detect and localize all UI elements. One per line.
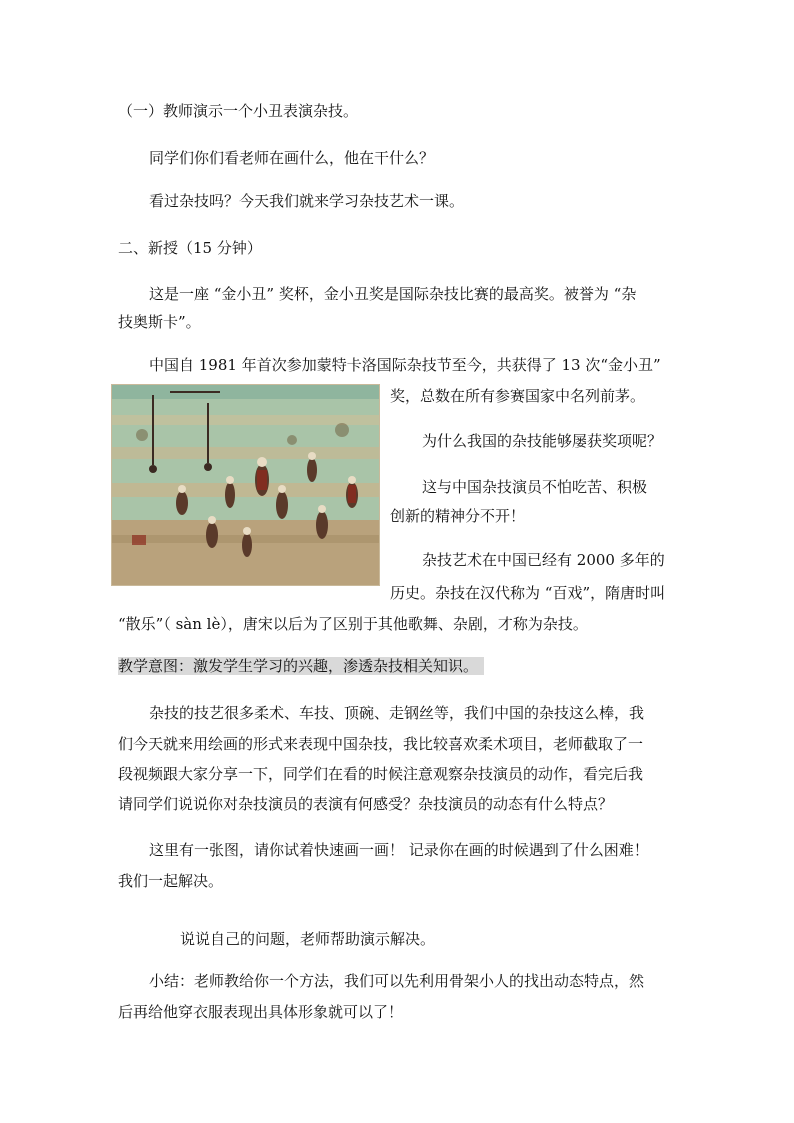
paragraph-why: 为什么我国的杂技能够屡获奖项呢？ bbox=[422, 432, 663, 450]
paragraph-problem: 说说自己的问题，老师帮助演示解决。 bbox=[180, 930, 436, 948]
paragraph-summary-line-1: 小结：老师教给你一个方法，我们可以先利用骨架小人的找出动态特点，然 bbox=[149, 972, 645, 990]
teaching-intent-note bbox=[118, 656, 484, 676]
section-heading-two: 二、新授（15 分钟） bbox=[118, 239, 262, 257]
paragraph-summary-line-2: 后再给他穿衣服表现出具体形象就可以了！ bbox=[118, 1003, 404, 1021]
paragraph-draw-line-2: 我们一起解决。 bbox=[118, 872, 224, 890]
paragraph-trophy-line-1: 这是一座 “金小丑” 奖杯，金小丑奖是国际杂技比赛的最高奖。被誉为 “杂 bbox=[149, 285, 637, 303]
teaching-intent-text: 教学意图：激发学生学习的兴趣，渗透杂技相关知识。 bbox=[118, 657, 484, 675]
acrobatics-mural-image bbox=[111, 384, 380, 586]
paragraph-history-line-3: “散乐”（ sàn lè），唐宋以后为了区别于其他歌舞、杂剧，才称为杂技。 bbox=[118, 615, 588, 633]
paragraph-trophy-line-2: 技奥斯卡”。 bbox=[118, 313, 201, 331]
paragraph-reason-line-2: 创新的精神分不开！ bbox=[390, 507, 526, 525]
paragraph-china-line-1: 中国自 1981 年首次参加蒙特卡洛国际杂技节至今，共获得了 13 次“金小丑” bbox=[149, 356, 661, 374]
paragraph-intro: 看过杂技吗？今天我们就来学习杂技艺术一课。 bbox=[149, 192, 465, 210]
section-heading-one: （一）教师演示一个小丑表演杂技。 bbox=[118, 102, 359, 120]
paragraph-skills-line-4: 请同学们说说你对杂技演员的表演有何感受？杂技演员的动态有什么特点？ bbox=[118, 795, 614, 813]
paragraph-reason-line-1: 这与中国杂技演员不怕吃苦、积极 bbox=[422, 478, 648, 496]
paragraph-skills-line-2: 们今天就来用绘画的形式来表现中国杂技，我比较喜欢柔术项目，老师截取了一 bbox=[118, 735, 644, 753]
paragraph-history-line-1: 杂技艺术在中国已经有 2000 多年的 bbox=[422, 551, 665, 569]
paragraph-china-line-2: 奖，总数在所有参赛国家中名列前茅。 bbox=[390, 387, 646, 405]
paragraph-skills-line-3: 段视频跟大家分享一下，同学们在看的时候注意观察杂技演员的动作，看完后我 bbox=[118, 765, 644, 783]
paragraph-skills-line-1: 杂技的技艺很多柔术、车技、顶碗、走钢丝等，我们中国的杂技这么棒，我 bbox=[149, 704, 645, 722]
paragraph-draw-line-1: 这里有一张图，请你试着快速画一画！ 记录你在画的时候遇到了什么困难！ bbox=[149, 841, 649, 859]
paragraph-history-line-2: 历史。杂技在汉代称为 “百戏”，隋唐时叫 bbox=[390, 584, 666, 602]
paragraph-question: 同学们你们看老师在画什么，他在干什么？ bbox=[149, 149, 435, 167]
